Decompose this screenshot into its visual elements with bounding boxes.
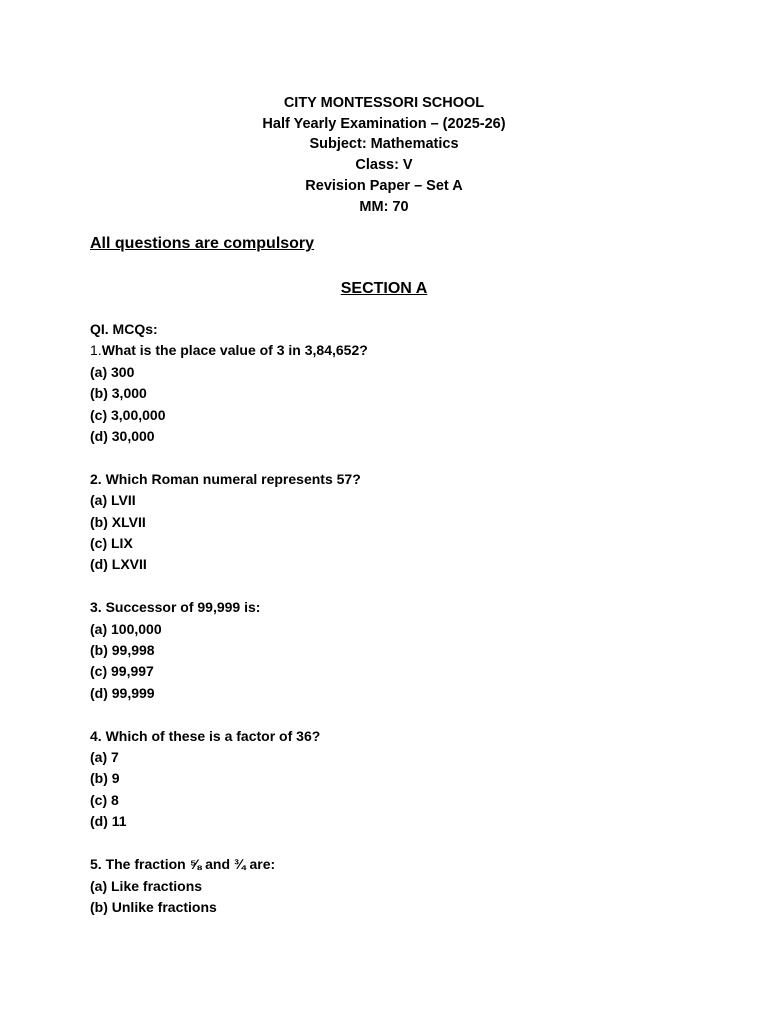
option: (b) Unlike fractions	[90, 898, 217, 915]
option: (a) LVII	[90, 492, 136, 509]
option: (c) LIX	[90, 535, 133, 552]
question-text	[90, 597, 690, 618]
exam-title: Half Yearly Examination – (2025-26)	[262, 115, 506, 132]
option: (b) 99,998	[90, 642, 155, 659]
max-marks-line: MM: 70	[359, 198, 409, 215]
question-text	[90, 854, 690, 875]
question-stem: What is the place value of 3 in 3,84,652?	[101, 342, 368, 359]
questions-list	[90, 319, 690, 940]
option: (a) Like fractions	[90, 877, 203, 894]
option: (c) 8	[90, 791, 119, 808]
question-3	[90, 597, 690, 704]
option: (a) 300	[90, 363, 135, 380]
question-2	[90, 469, 690, 576]
option: (d) 99,999	[90, 684, 155, 701]
mcq-heading: QI. MCQs:	[90, 321, 158, 337]
question-4	[90, 726, 690, 833]
question-text	[90, 469, 690, 490]
question-number: 3.	[90, 599, 102, 616]
option: (a) 100,000	[90, 620, 162, 637]
question-text	[90, 340, 690, 361]
general-instruction: All questions are compulsory	[90, 235, 315, 252]
question-stem: Which Roman numeral represents 57?	[105, 470, 361, 487]
option: (c) 3,00,000	[90, 406, 166, 423]
paper-set-line: Revision Paper – Set A	[305, 177, 463, 194]
option: (d) 11	[90, 813, 127, 830]
school-name: CITY MONTESSORI SCHOOL	[283, 95, 485, 111]
question-stem: Successor of 99,999 is:	[105, 599, 261, 616]
question-stem: Which of these is a factor of 36?	[105, 727, 321, 744]
option: (b) XLVII	[90, 513, 146, 530]
option: (a) 7	[90, 749, 119, 766]
question-5	[90, 854, 690, 918]
paper-header	[0, 93, 768, 217]
question-number: 2.	[90, 470, 102, 487]
option: (b) 9	[90, 770, 120, 787]
option: (c) 99,997	[90, 663, 154, 680]
question-stem: The fraction ⅝ and ¾ are:	[105, 856, 276, 873]
question-number: 5.	[90, 856, 102, 873]
option: (b) 3,000	[90, 385, 147, 402]
option: (d) LXVII	[90, 556, 147, 573]
question-text	[90, 726, 690, 747]
question-number: 4.	[90, 727, 102, 744]
section-title: SECTION A	[340, 280, 428, 297]
class-line: Class: V	[355, 157, 413, 174]
question-1	[90, 340, 690, 447]
question-number: 1.	[90, 342, 102, 359]
subject-line: Subject: Mathematics	[309, 136, 459, 153]
option: (d) 30,000	[90, 428, 155, 445]
